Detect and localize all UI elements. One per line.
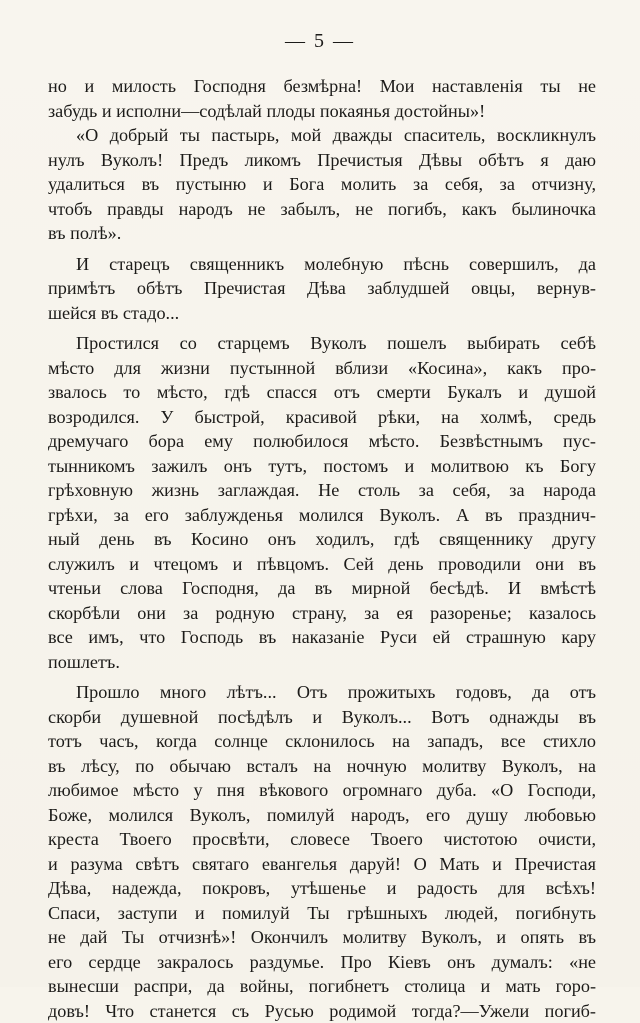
text-line: любимое мѣсто у пня вѣкового огромнаго дуба. «О Господи, xyxy=(48,778,596,803)
text-line: вынесши распри, да войны, погибнетъ столица и мать горо- xyxy=(48,974,596,999)
text-line: все имъ, что Господь въ наказаніе Руси ей страшную кару xyxy=(48,625,596,650)
text-line: звалось то мѣсто, гдѣ спасся отъ смерти Букалъ и душой xyxy=(48,380,596,405)
text-line: пошлетъ. xyxy=(48,650,596,675)
text-line: но и милость Господня безмѣрна! Мои наставленія ты не xyxy=(48,74,596,99)
text-line: Прошло много лѣтъ... Отъ прожитыхъ годовъ, да отъ xyxy=(48,680,596,705)
text-line: тынникомъ зажилъ онъ тутъ, постомъ и молитвою къ Богу xyxy=(48,454,596,479)
text-line: креста Твоего просвѣти, словесе Твоего чистотою очисти, xyxy=(48,827,596,852)
page-number: — 5 — xyxy=(0,30,640,53)
text-line: нулъ Вуколъ! Предъ ликомъ Пречистыя Дѣвы обѣтъ я даю xyxy=(48,148,596,173)
text-line: шейся въ стадо... xyxy=(48,301,596,326)
text-line: его сердце закралось раздумье. Про Кіевъ онъ думалъ: «не xyxy=(48,950,596,975)
text-line: ный день въ Косино онъ ходилъ, гдѣ священнику другу xyxy=(48,527,596,552)
text-line: служилъ и чтецомъ и пѣвцомъ. Сей день проводили они въ xyxy=(48,552,596,577)
text-line: возродился. У быстрой, красивой рѣки, на холмѣ, средь xyxy=(48,405,596,430)
text-line: чтобъ правды народъ не забылъ, не погибъ, какъ былиночка xyxy=(48,197,596,222)
text-line: и разума свѣтъ святаго евангелья даруй! О Мать и Пречистая xyxy=(48,852,596,877)
text-line: Простился со старцемъ Вуколъ пошелъ выбирать себѣ xyxy=(48,331,596,356)
text-line: примѣтъ обѣтъ Пречистая Дѣва заблудшей овцы, вернув- xyxy=(48,276,596,301)
text-line: въ лѣсу, по обычаю всталъ на ночную молитву Вуколъ, на xyxy=(48,754,596,779)
text-line: скорби душевной посѣдѣлъ и Вуколъ... Вотъ однажды въ xyxy=(48,705,596,730)
text-line: дремучаго бора ему полюбилося мѣсто. Безвѣстнымъ пус- xyxy=(48,429,596,454)
text-line: въ полѣ». xyxy=(48,221,596,246)
page-text xyxy=(48,74,596,1023)
text-line: чтеньи слова Господня, да въ мирной бесѣдѣ. И вмѣстѣ xyxy=(48,576,596,601)
text-line: мѣсто для жизни пустынной вблизи «Косина», какъ про- xyxy=(48,356,596,381)
text-line: не дай Ты отчизнѣ»! Окончилъ молитву Вуколъ, и опять въ xyxy=(48,925,596,950)
text-line: грѣховную жизнь заглаждая. Не столь за себя, за народа xyxy=(48,478,596,503)
text-line: забудь и исполни—содѣлай плоды покаянья достойны»! xyxy=(48,99,596,124)
text-line: довъ! Что станется съ Русью родимой тогда?—Ужели погиб- xyxy=(48,999,596,1023)
text-line: Боже, молился Вуколъ, помилуй народъ, его душу любовью xyxy=(48,803,596,828)
text-line: «О добрый ты пастырь, мой дважды спаситель, воскликнулъ xyxy=(48,123,596,148)
text-line: И старецъ священникъ молебную пѣснь совершилъ, да xyxy=(48,252,596,277)
text-line: Дѣва, надежда, покровъ, утѣшенье и радость для всѣхъ! xyxy=(48,876,596,901)
text-line: грѣхи, за его заблужденья молился Вуколъ. А въ празднич- xyxy=(48,503,596,528)
text-line: Спаси, заступи и помилуй Ты грѣшныхъ людей, погибнуть xyxy=(48,901,596,926)
text-line: скорбѣли они за родную страну, за ея разоренье; казалось xyxy=(48,601,596,626)
text-line: тотъ часъ, когда солнце склонилось на западъ, все стихло xyxy=(48,729,596,754)
text-line: удалиться въ пустыню и Бога молить за себя, за отчизну, xyxy=(48,172,596,197)
